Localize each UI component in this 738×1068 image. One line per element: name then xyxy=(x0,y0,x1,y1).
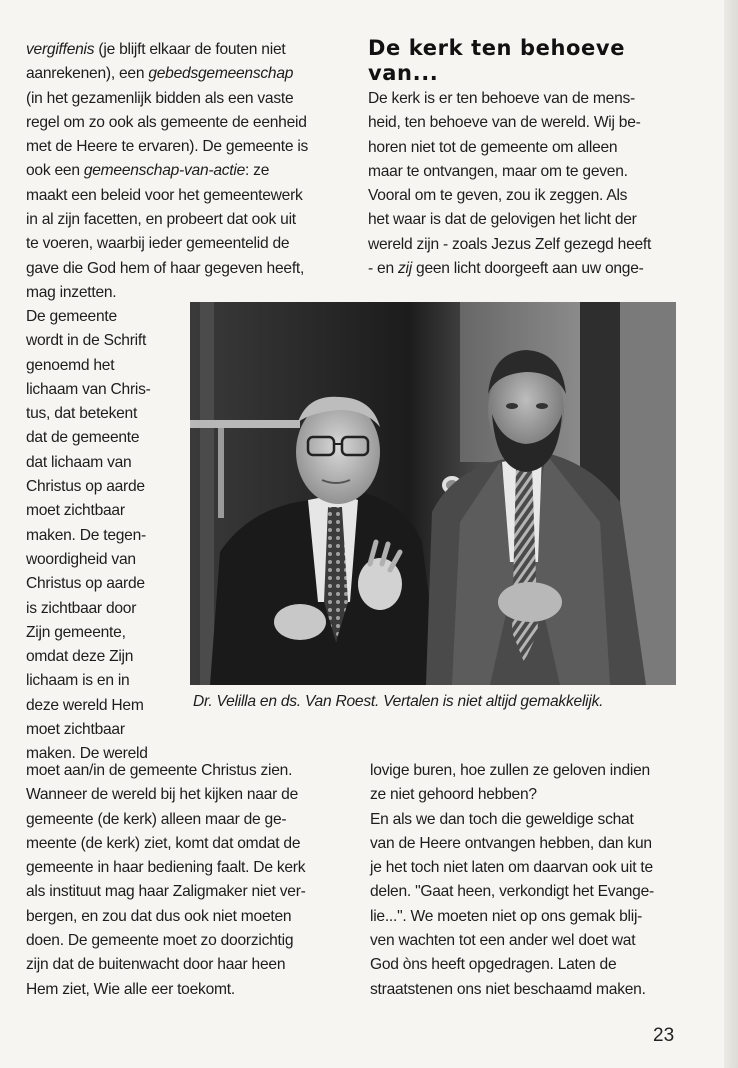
section-heading: De kerk ten behoeve van... xyxy=(368,36,626,85)
left-column-narrow-text: De gemeente wordt in de Schrift genoemd het lichaam van Chris- tus, dat betekent dat de gemeente dat lichaam van Christus op aarde moet zichtbaar maken. De tegen- woordigheid van Christus op aarde is zichtbaar door Zijn gemeente, omdat deze Zijn lichaam is en in deze wereld Hem moet zichtbaar maken. De wereld xyxy=(26,308,151,763)
page-edge-shadow xyxy=(724,0,738,1068)
right-column-top-text: De kerk is er ten behoeve van de mens- heid, ten behoeve van de wereld. Wij be- horen niet tot de gemeente om alleen maar te ontvangen, maar om te geven. Vooral om te geven, zou ik zeggen. Als het waar is dat de gelovigen het licht der wereld zijn - zoals Jezus Zelf gezegd heeft - en zij geen licht doorgeeft aan uw onge- xyxy=(368,90,652,278)
photo-two-men-at-microphone xyxy=(190,302,676,685)
page-number: 23 xyxy=(653,1025,675,1046)
left-column-bottom-text: moet aan/in de gemeente Christus zien. Wanneer de wereld bij het kijken naar de gemeente (de kerk) alleen maar de ge- meente (de kerk) ziet, komt dat omdat de gemeente in haar bediening faalt. De kerk als instituut mag haar Zaligmaker niet ver- bergen, en zou dat dus ook niet moeten doen. De gemeente moet zo doorzichtig zijn dat de buitenwacht door haar heen Hem ziet, Wie alle eer toekomt. xyxy=(26,762,306,998)
photo-caption: Dr. Velilla en ds. Van Roest. Vertalen is niet altijd gemakkelijk. xyxy=(193,693,604,710)
left-column-top-text: vergiffenis (je blijft elkaar de fouten niet aanrekenen), een gebedsgemeenschap (in het gezamenlijk bidden als een vaste regel om zo ook als gemeente de eenheid met de Heere te ervaren). De gemeente is ook een gemeenschap-van-actie: ze maakt een beleid voor het gemeentewerk in al zijn facetten, en probeert dat ook uit te voeren, waarbij ieder gemeentelid de gave die God hem of haar gegeven heeft, mag inzetten. xyxy=(26,41,309,301)
right-column-bottom-text: lovige buren, hoe zullen ze geloven indien ze niet gehoord hebben? En als we dan toch die geweldige schat van de Heere ontvangen hebben, dan kun je het toch niet laten om daarvan ook uit te delen. "Gaat heen, verkondigt het Evange- lie...". We moeten niet op ons gemak blij- ven wachten tot een ander wel doet wat God òns heeft opgedragen. Laten de straatstenen ons niet beschaamd maken. xyxy=(370,762,654,998)
